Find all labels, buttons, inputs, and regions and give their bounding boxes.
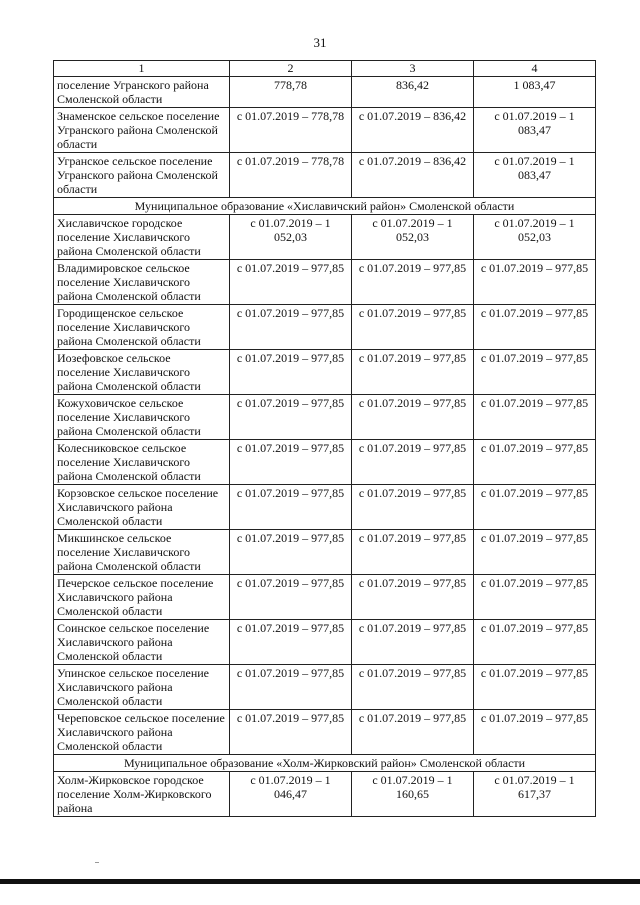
section-header-row <box>54 755 596 772</box>
settlement-name-cell: Городищенское сельское поселение Хиславичского района Смоленской области <box>54 305 230 350</box>
settlement-name-cell: Знаменское сельское поселение Угранского района Смоленской области <box>54 108 230 153</box>
tariff-col3-cell: с 01.07.2019 – 977,85 <box>352 440 474 485</box>
settlement-name-cell: поселение Угранского района Смоленской области <box>54 77 230 108</box>
settlement-name-cell: Соинское сельское поселение Хиславичского района Смоленской области <box>54 620 230 665</box>
tariff-col4-cell: с 01.07.2019 – 977,85 <box>474 620 596 665</box>
tariff-col2-cell: с 01.07.2019 – 977,85 <box>230 260 352 305</box>
tariff-col2-cell: с 01.07.2019 – 778,78 <box>230 108 352 153</box>
tariff-col3-cell: с 01.07.2019 – 977,85 <box>352 485 474 530</box>
tariff-col2-cell: с 01.07.2019 – 1 046,47 <box>230 772 352 817</box>
tariff-col3-cell: с 01.07.2019 – 977,85 <box>352 395 474 440</box>
settlement-name-cell: Микшинское сельское поселение Хиславичского района Смоленской области <box>54 530 230 575</box>
tariff-col2-cell: с 01.07.2019 – 1 052,03 <box>230 215 352 260</box>
tariff-col4-cell: с 01.07.2019 – 977,85 <box>474 485 596 530</box>
tariff-col2-cell: с 01.07.2019 – 977,85 <box>230 350 352 395</box>
table-row <box>54 575 596 620</box>
bottom-rule <box>0 879 640 884</box>
tariff-col2-cell: с 01.07.2019 – 977,85 <box>230 305 352 350</box>
tariff-col3-cell: с 01.07.2019 – 977,85 <box>352 530 474 575</box>
settlement-name-cell: Хиславичское городское поселение Хиславичского района Смоленской области <box>54 215 230 260</box>
column-header-3: 3 <box>352 61 474 77</box>
tariff-col3-cell: с 01.07.2019 – 1 052,03 <box>352 215 474 260</box>
tariff-col4-cell: с 01.07.2019 – 1 617,37 <box>474 772 596 817</box>
table-row <box>54 485 596 530</box>
tariff-col4-cell: с 01.07.2019 – 977,85 <box>474 710 596 755</box>
column-number-row <box>54 61 596 77</box>
tariff-col4-cell: с 01.07.2019 – 977,85 <box>474 440 596 485</box>
column-header-4: 4 <box>474 61 596 77</box>
tariff-col4-cell: с 01.07.2019 – 977,85 <box>474 665 596 710</box>
settlement-name-cell: Кожуховичское сельское поселение Хиславичского района Смоленской области <box>54 395 230 440</box>
settlement-name-cell: Корзовское сельское поселение Хиславичского района Смоленской области <box>54 485 230 530</box>
tariff-col4-cell: с 01.07.2019 – 977,85 <box>474 305 596 350</box>
settlement-name-cell: Холм-Жирковское городское поселение Холм-Жирковского района <box>54 772 230 817</box>
settlement-name-cell: Печерское сельское поселение Хиславичского района Смоленской области <box>54 575 230 620</box>
settlement-name-cell: Угранское сельское поселение Угранского района Смоленской области <box>54 153 230 198</box>
settlement-name-cell: Владимировское сельское поселение Хиславичского района Смоленской области <box>54 260 230 305</box>
settlement-name-cell: Колесниковское сельское поселение Хиславичского района Смоленской области <box>54 440 230 485</box>
table-row <box>54 665 596 710</box>
table-row <box>54 710 596 755</box>
settlement-name-cell: Череповское сельское поселение Хиславичского района Смоленской области <box>54 710 230 755</box>
table-row <box>54 395 596 440</box>
page-number: 31 <box>313 35 327 50</box>
table-row <box>54 108 596 153</box>
tariff-col2-cell: с 01.07.2019 – 778,78 <box>230 153 352 198</box>
section-title: Муниципальное образование «Холм-Жирковский район» Смоленской области <box>54 755 596 772</box>
section-title: Муниципальное образование «Хиславичский район» Смоленской области <box>54 198 596 215</box>
tariff-col4-cell: с 01.07.2019 – 977,85 <box>474 530 596 575</box>
tariff-col3-cell: с 01.07.2019 – 836,42 <box>352 108 474 153</box>
table-row <box>54 620 596 665</box>
tariff-col3-cell: с 01.07.2019 – 977,85 <box>352 305 474 350</box>
table-row <box>54 215 596 260</box>
scan-mark <box>95 862 99 863</box>
settlement-name-cell: Упинское сельское поселение Хиславичского района Смоленской области <box>54 665 230 710</box>
tariff-col4-cell: 1 083,47 <box>474 77 596 108</box>
tariff-col4-cell: с 01.07.2019 – 977,85 <box>474 260 596 305</box>
table-row <box>54 77 596 108</box>
tariff-col3-cell: с 01.07.2019 – 977,85 <box>352 710 474 755</box>
settlement-name-cell: Иозефовское сельское поселение Хиславичского района Смоленской области <box>54 350 230 395</box>
tariff-col3-cell: с 01.07.2019 – 1 160,65 <box>352 772 474 817</box>
tariff-col2-cell: с 01.07.2019 – 977,85 <box>230 620 352 665</box>
tariff-col2-cell: 778,78 <box>230 77 352 108</box>
tariff-col3-cell: с 01.07.2019 – 977,85 <box>352 575 474 620</box>
table-row <box>54 440 596 485</box>
tariff-col3-cell: с 01.07.2019 – 836,42 <box>352 153 474 198</box>
tariff-col3-cell: с 01.07.2019 – 977,85 <box>352 665 474 710</box>
tariff-col3-cell: 836,42 <box>352 77 474 108</box>
table-row <box>54 153 596 198</box>
tariff-table <box>53 60 596 817</box>
tariff-col3-cell: с 01.07.2019 – 977,85 <box>352 260 474 305</box>
tariff-col4-cell: с 01.07.2019 – 977,85 <box>474 395 596 440</box>
table-row <box>54 530 596 575</box>
tariff-col3-cell: с 01.07.2019 – 977,85 <box>352 350 474 395</box>
section-header-row <box>54 198 596 215</box>
column-header-1: 1 <box>54 61 230 77</box>
table-row <box>54 350 596 395</box>
tariff-col2-cell: с 01.07.2019 – 977,85 <box>230 485 352 530</box>
column-header-2: 2 <box>230 61 352 77</box>
tariff-col2-cell: с 01.07.2019 – 977,85 <box>230 395 352 440</box>
tariff-col2-cell: с 01.07.2019 – 977,85 <box>230 530 352 575</box>
table-row <box>54 305 596 350</box>
tariff-col4-cell: с 01.07.2019 – 977,85 <box>474 350 596 395</box>
tariff-col4-cell: с 01.07.2019 – 1 083,47 <box>474 153 596 198</box>
tariff-col4-cell: с 01.07.2019 – 1 083,47 <box>474 108 596 153</box>
tariff-col2-cell: с 01.07.2019 – 977,85 <box>230 710 352 755</box>
tariff-col4-cell: с 01.07.2019 – 1 052,03 <box>474 215 596 260</box>
tariff-col2-cell: с 01.07.2019 – 977,85 <box>230 665 352 710</box>
tariff-col3-cell: с 01.07.2019 – 977,85 <box>352 620 474 665</box>
tariff-col4-cell: с 01.07.2019 – 977,85 <box>474 575 596 620</box>
tariff-col2-cell: с 01.07.2019 – 977,85 <box>230 575 352 620</box>
table-row <box>54 260 596 305</box>
tariff-col2-cell: с 01.07.2019 – 977,85 <box>230 440 352 485</box>
table-body <box>54 77 596 817</box>
table-row <box>54 772 596 817</box>
